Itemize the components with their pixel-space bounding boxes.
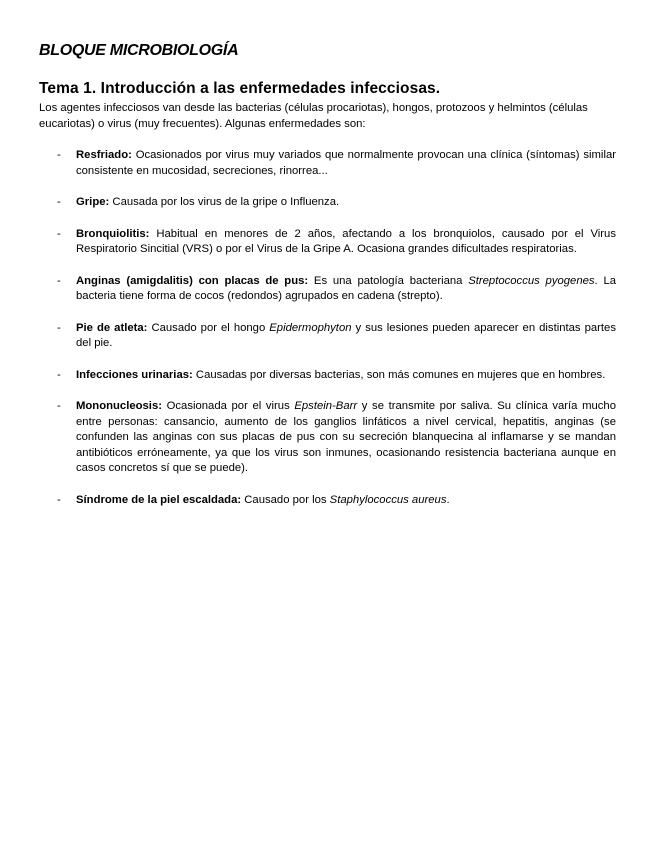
disease-description-end: . La bacteria tiene forma de cocos (redondos) agrupados en cadena (strepto). <box>76 274 617 302</box>
disease-description-end: y sus lesiones pueden aparecer en distintas partes del pie. <box>76 321 616 349</box>
list-item <box>0 368 655 384</box>
disease-term: Pie de atleta: <box>76 321 148 334</box>
bullet-dash: - <box>57 274 61 287</box>
list-item <box>0 148 655 179</box>
disease-description: Es una patología bacteriana <box>308 274 469 287</box>
bullet-dash: - <box>57 368 61 381</box>
disease-list <box>0 148 655 524</box>
disease-term: Mononucleosis: <box>76 400 162 412</box>
disease-description: Causado por el hongo <box>147 321 270 334</box>
disease-term: Anginas (amigdalitis) con placas de pus: <box>76 274 309 287</box>
disease-description-end: y se transmite por saliva. Su clínica varía mucho entre personas: cansancio, aumento de los ganglios linfáticos a nivel cervical, hepatitis, anginas (se confunden las anginas con sus placas de pus con su secreción blanquecina al inflamarse y se mandan antibióticos erróneamente, ya que los virus son inmunes, ocasionando resistencia bacteriana aunque en casos concretos sí que se puede). <box>76 400 616 474</box>
list-item <box>0 227 655 258</box>
pathogen-name: Staphylococcus aureus <box>329 493 447 506</box>
bullet-dash: - <box>57 149 61 161</box>
disease-description: Ocasionada por el virus <box>161 400 295 412</box>
disease-term: Infecciones urinarias: <box>76 368 193 381</box>
disease-description: Habitual en menores de 2 años, afectando a los bronquiolos, causado por el Virus Respiratorio Sincitial (VRS) o por el Virus de la Gripe A. Ocasiona grandes dificultades respiratorias. <box>76 227 616 255</box>
list-item <box>0 399 655 477</box>
list-item <box>0 321 655 352</box>
pathogen-name: Epidermophyton <box>269 321 352 334</box>
disease-description: Causadas por diversas bacterias, son más comunes en mujeres que en hombres. <box>192 368 606 381</box>
pathogen-name: Epstein-Barr <box>294 400 358 412</box>
bullet-dash: - <box>57 196 61 208</box>
list-item <box>0 493 655 509</box>
disease-description: Causado por los <box>241 493 330 506</box>
list-item <box>0 195 655 211</box>
bullet-dash: - <box>57 493 61 506</box>
disease-description: Causada por los virus de la gripe o Influenza. <box>109 196 340 208</box>
topic-title: Tema 1. Introducción a las enfermedades infecciosas. <box>39 80 441 97</box>
bullet-dash: - <box>57 321 61 334</box>
disease-term: Resfriado: <box>76 149 132 161</box>
disease-term: Bronquiolitis: <box>76 227 150 240</box>
block-title: BLOQUE MICROBIOLOGÍA <box>39 42 239 59</box>
bullet-dash: - <box>57 227 61 240</box>
list-item <box>0 274 655 305</box>
bullet-dash: - <box>57 400 61 412</box>
disease-description: Ocasionados por virus muy variados que normalmente provocan una clínica (síntomas) similar consistente en mucosidad, secreciones, rinorrea... <box>76 149 616 177</box>
intro-paragraph: Los agentes infecciosos van desde las bacterias (células procariotas), hongos, protozoos y helmintos (células eucariotas) o virus (muy frecuentes). Algunas enfermedades son: <box>39 102 588 130</box>
disease-description-end: . <box>446 493 450 506</box>
disease-term: Gripe: <box>76 196 110 208</box>
pathogen-name: Streptococcus pyogenes <box>468 274 595 287</box>
disease-term: Síndrome de la piel escaldada: <box>76 493 242 506</box>
